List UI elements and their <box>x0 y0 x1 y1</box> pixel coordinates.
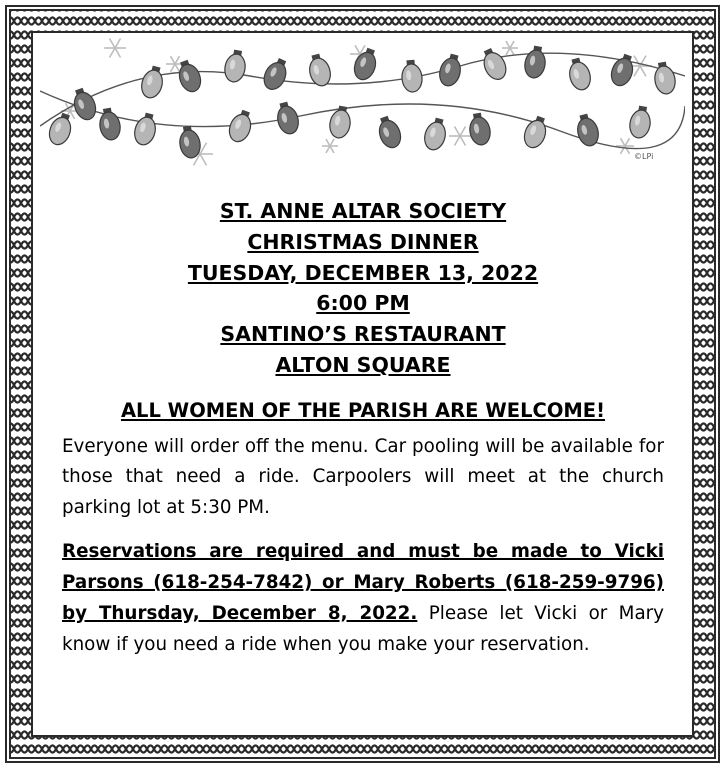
heading-organization: ST. ANNE ALTAR SOCIETY <box>219 199 507 223</box>
copyright-mark: ©LPi <box>634 152 654 161</box>
event-heading <box>62 196 664 381</box>
menu-carpool-paragraph: Everyone will order off the menu. Car pooling will be available for those that need a ride. Carpoolers will meet at the church parking lot at 5:30 PM. <box>62 435 664 518</box>
light-bulb-icon <box>437 52 465 88</box>
light-bulb-icon <box>223 49 248 84</box>
light-bulb-icon <box>566 56 594 92</box>
light-bulb-icon <box>400 59 423 93</box>
light-bulb-icon <box>628 105 653 140</box>
heading-time: 6:00 PM <box>316 291 410 316</box>
snowflake-icon <box>449 126 471 145</box>
light-bulb-icon <box>523 45 548 80</box>
light-bulb-icon <box>608 52 638 89</box>
snowflake-icon <box>322 139 338 153</box>
snowflake-icon <box>104 38 126 57</box>
snowflake-icon <box>616 138 634 154</box>
light-bulb-icon <box>351 46 381 83</box>
heading-date: TUESDAY, DECEMBER 13, 2022 <box>187 260 539 285</box>
christmas-lights-illustration <box>40 36 685 176</box>
heading-location: ALTON SQUARE <box>275 352 451 377</box>
light-bulb-icon <box>478 45 510 82</box>
light-bulb-icon <box>274 100 302 136</box>
flyer-content <box>62 196 664 660</box>
light-bulb-icon <box>652 61 677 96</box>
light-bulb-icon <box>422 116 450 152</box>
light-bulb-icon <box>132 111 160 147</box>
heading-event: CHRISTMAS DINNER <box>247 229 479 254</box>
welcome-line: ALL WOMEN OF THE PARISH ARE WELCOME! <box>120 398 606 422</box>
heading-venue: SANTINO’S RESTAURANT <box>220 322 506 347</box>
reservation-paragraph <box>62 537 664 660</box>
light-bulb-icon <box>260 55 292 92</box>
light-bulb-icon <box>226 108 256 145</box>
light-bulb-icon <box>374 114 404 151</box>
reservation-requirement: Reservations are required and must be made to Vicki Parsons (618-254-7842) or Mary Roberts (618-259-9796) by Thursday, December 8, 2022. <box>62 541 664 624</box>
snowflake-icon <box>502 41 518 55</box>
light-bulb-icon <box>139 64 167 100</box>
reservation-note: Please let Vicki or Mary know if you need a ride when you make your reservation. <box>62 602 664 655</box>
light-bulb-icon <box>46 111 76 148</box>
light-bulb-icon <box>97 107 122 142</box>
light-bulb-icon <box>467 112 492 147</box>
